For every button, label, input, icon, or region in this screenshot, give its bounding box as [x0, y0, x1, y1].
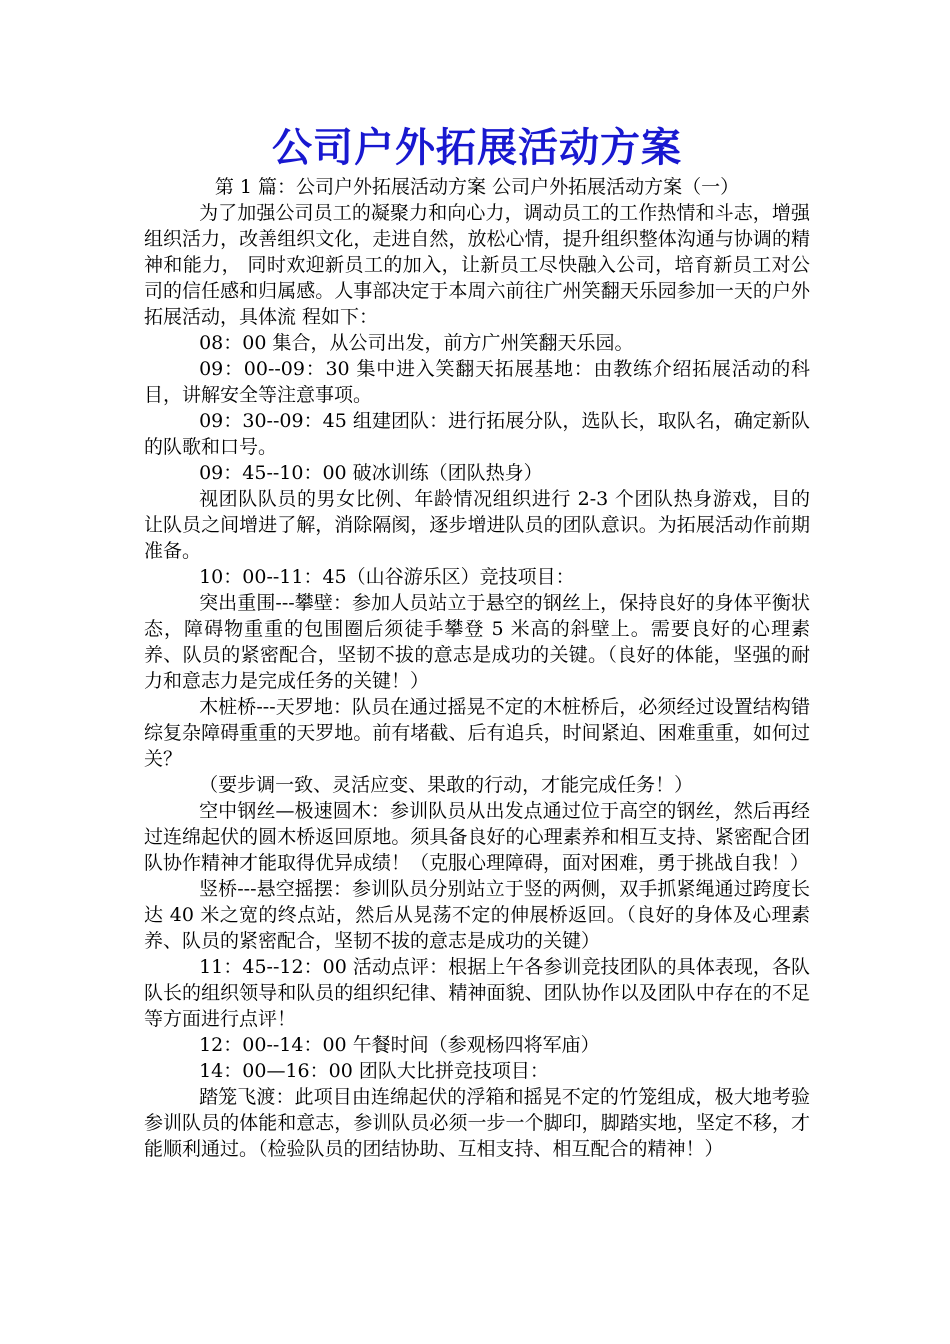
- paragraph: 突出重围---攀壁：参加人员站立于悬空的钢丝上，保持良好的身体平衡状态，障碍物重重的包围圈后须徒手攀登 5 米高的斜壁上。需要良好的心理素养、队员的紧密配合，坚韧不拔的意志是成功的关键。（良好的体能，坚强的耐力和意志力是完成任务的关键！）: [144, 592, 810, 692]
- paragraph: （要步调一致、灵活应变、果敢的行动，才能完成任务！）: [199, 774, 694, 796]
- paragraph: 12：00--14：00 午餐时间（参观杨四将军庙）: [199, 1034, 600, 1056]
- paragraph: 空中钢丝—极速圆木：参训队员从出发点通过位于高空的钢丝，然后再经过连绵起伏的圆木桥返回原地。须具备良好的心理素养和相互支持、紧密配合团队协作精神才能取得优异成绩！（克服心理障碍，面对困难，勇于挑战自我！）: [144, 800, 810, 874]
- paragraph: 10：00--11：45（山谷游乐区）竞技项目：: [199, 566, 575, 588]
- paragraph: 14：00—16：00 团队大比拼竞技项目：: [199, 1060, 549, 1082]
- document-page: [144, 122, 810, 1162]
- document-subtitle: 第 1 篇：公司户外拓展活动方案 公司户外拓展活动方案（一）: [214, 176, 740, 198]
- paragraph: 11：45--12：00 活动点评：根据上午各参训竞技团队的具体表现，各队队长的组织领导和队员的组织纪律、精神面貌、团队协作以及团队中存在的不足等方面进行点评！: [144, 956, 810, 1030]
- paragraph: 08：00 集合，从公司出发，前方广州笑翻天乐园。: [199, 332, 634, 354]
- paragraph: 为了加强公司员工的凝聚力和向心力，调动员工的工作热情和斗志，增强组织活力，改善组织文化，走进自然，放松心情，提升组织整体沟通与协调的精神和能力， 同时欢迎新员工的加入，让新员工尽快融入公司，培育新员工对公司的信任感和归属感。人事部决定于本周六前往广州笑翻天乐园参加一天的户外拓展活动，具体流 程如下：: [144, 202, 810, 328]
- document-body: [144, 200, 810, 1162]
- document-title: 公司户外拓展活动方案: [272, 124, 682, 171]
- paragraph: 09：30--09：45 组建团队：进行拓展分队，选队长，取队名，确定新队的队歌和口号。: [144, 410, 810, 458]
- paragraph: 09：45--10：00 破冰训练（团队热身）: [199, 462, 543, 484]
- paragraph: 视团队队员的男女比例、年龄情况组织进行 2-3 个团队热身游戏，目的让队员之间增进了解，消除隔阂，逐步增进队员的团队意识。为拓展活动作前期准备。: [144, 488, 810, 562]
- paragraph: 木桩桥---天罗地：队员在通过摇晃不定的木桩桥后，必须经过设置结构错综复杂障碍重重的天罗地。前有堵截、后有追兵，时间紧迫、困难重重，如何过关？: [144, 696, 810, 770]
- paragraph: 09：00--09：30 集中进入笑翻天拓展基地：由教练介绍拓展活动的科目，讲解安全等注意事项。: [144, 358, 810, 406]
- paragraph: 踏笼飞渡：此项目由连绵起伏的浮箱和摇晃不定的竹笼组成，极大地考验参训队员的体能和意志，参训队员必须一步一个脚印，脚踏实地，坚定不移，才能顺利通过。（检验队员的团结协助、互相支持、相互配合的精神！）: [144, 1086, 810, 1160]
- paragraph: 竖桥---悬空摇摆：参训队员分别站立于竖的两侧，双手抓紧绳通过跨度长达 40 米之宽的终点站，然后从晃荡不定的伸展桥返回。（良好的身体及心理素养、队员的紧密配合，坚韧不拔的意志是成功的关键）: [144, 878, 810, 952]
